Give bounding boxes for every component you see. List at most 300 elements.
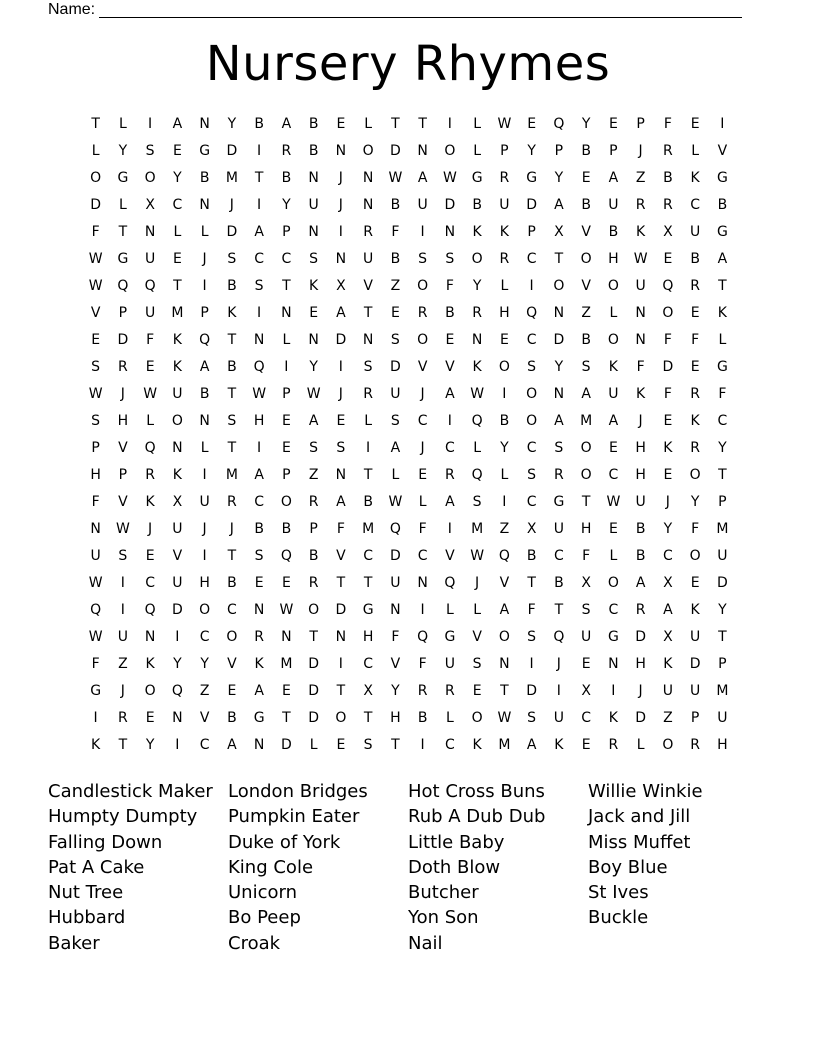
grid-letter[interactable]: C: [417, 413, 428, 429]
grid-letter[interactable]: W: [442, 170, 457, 186]
grid-letter[interactable]: L: [91, 143, 100, 159]
grid-letter[interactable]: B: [390, 197, 401, 213]
grid-letter[interactable]: O: [498, 629, 510, 645]
grid-letter[interactable]: G: [607, 629, 619, 645]
grid-letter[interactable]: V: [90, 305, 101, 321]
grid-letter[interactable]: C: [717, 413, 728, 429]
grid-letter[interactable]: U: [608, 386, 619, 402]
grid-letter[interactable]: T: [718, 278, 727, 294]
grid-letter[interactable]: G: [117, 170, 129, 186]
grid-letter[interactable]: S: [363, 737, 373, 753]
grid-letter[interactable]: R: [145, 467, 155, 483]
grid-letter[interactable]: D: [335, 332, 347, 348]
grid-letter[interactable]: M: [580, 413, 593, 429]
grid-letter[interactable]: Q: [90, 602, 102, 618]
grid-letter[interactable]: K: [472, 359, 482, 375]
grid-letter[interactable]: I: [447, 116, 452, 132]
grid-letter[interactable]: B: [581, 143, 591, 159]
grid-letter[interactable]: K: [172, 467, 182, 483]
grid-letter[interactable]: W: [606, 494, 621, 510]
grid-letter[interactable]: E: [581, 170, 591, 186]
grid-letter[interactable]: O: [662, 305, 674, 321]
grid-letter[interactable]: U: [308, 197, 319, 213]
grid-letter[interactable]: D: [308, 683, 320, 699]
grid-letter[interactable]: S: [91, 359, 101, 375]
grid-letter[interactable]: B: [227, 710, 237, 726]
grid-letter[interactable]: G: [716, 224, 728, 240]
grid-letter[interactable]: N: [253, 737, 265, 753]
grid-letter[interactable]: Y: [309, 359, 318, 375]
grid-letter[interactable]: N: [499, 656, 510, 672]
grid-letter[interactable]: U: [417, 197, 428, 213]
grid-letter[interactable]: F: [663, 332, 672, 348]
grid-letter[interactable]: N: [335, 143, 347, 159]
grid-letter[interactable]: U: [117, 629, 128, 645]
grid-letter[interactable]: J: [229, 521, 234, 537]
grid-letter[interactable]: K: [608, 710, 618, 726]
grid-letter[interactable]: L: [718, 332, 727, 348]
grid-letter[interactable]: O: [607, 278, 619, 294]
grid-letter[interactable]: H: [90, 467, 101, 483]
grid-letter[interactable]: K: [690, 413, 700, 429]
grid-letter[interactable]: C: [145, 575, 156, 591]
grid-letter[interactable]: O: [362, 143, 374, 159]
grid-letter[interactable]: R: [663, 143, 673, 159]
grid-letter[interactable]: Q: [144, 440, 156, 456]
grid-letter[interactable]: I: [338, 224, 343, 240]
grid-letter[interactable]: N: [172, 440, 183, 456]
grid-letter[interactable]: Z: [118, 656, 128, 672]
grid-letter[interactable]: H: [362, 629, 374, 645]
grid-letter[interactable]: C: [608, 602, 619, 618]
grid-letter[interactable]: R: [118, 359, 128, 375]
grid-letter[interactable]: S: [418, 251, 428, 267]
grid-letter[interactable]: F: [391, 224, 400, 240]
grid-letter[interactable]: C: [553, 548, 564, 564]
grid-letter[interactable]: S: [527, 359, 537, 375]
grid-letter[interactable]: C: [444, 737, 455, 753]
grid-letter[interactable]: U: [172, 575, 183, 591]
grid-letter[interactable]: H: [117, 413, 129, 429]
grid-letter[interactable]: A: [199, 359, 210, 375]
grid-letter[interactable]: R: [308, 494, 319, 510]
grid-letter[interactable]: E: [663, 413, 673, 429]
grid-letter[interactable]: N: [253, 332, 265, 348]
grid-letter[interactable]: A: [172, 116, 183, 132]
grid-letter[interactable]: N: [417, 575, 428, 591]
grid-letter[interactable]: Q: [553, 116, 565, 132]
grid-letter[interactable]: T: [500, 683, 509, 699]
grid-letter[interactable]: X: [581, 575, 591, 591]
grid-letter[interactable]: J: [338, 170, 343, 186]
grid-letter[interactable]: R: [499, 170, 510, 186]
name-field[interactable]: [48, 0, 742, 18]
grid-letter[interactable]: N: [281, 629, 292, 645]
grid-letter[interactable]: A: [336, 494, 346, 510]
grid-letter[interactable]: B: [254, 116, 264, 132]
grid-letter[interactable]: B: [227, 278, 237, 294]
grid-letter[interactable]: A: [445, 494, 455, 510]
grid-letter[interactable]: R: [417, 305, 428, 321]
grid-letter[interactable]: U: [145, 305, 156, 321]
grid-letter[interactable]: F: [418, 656, 427, 672]
grid-letter[interactable]: O: [417, 332, 429, 348]
grid-letter[interactable]: J: [148, 521, 153, 537]
grid-letter[interactable]: K: [499, 224, 509, 240]
grid-letter[interactable]: Y: [581, 116, 591, 132]
grid-letter[interactable]: C: [199, 737, 210, 753]
grid-letter[interactable]: F: [663, 386, 672, 402]
grid-letter[interactable]: N: [362, 332, 374, 348]
grid-letter[interactable]: P: [554, 143, 564, 159]
grid-letter[interactable]: D: [117, 332, 129, 348]
grid-letter[interactable]: H: [499, 305, 510, 321]
grid-letter[interactable]: E: [527, 116, 537, 132]
grid-letter[interactable]: L: [364, 413, 373, 429]
grid-letter[interactable]: W: [633, 251, 648, 267]
grid-letter[interactable]: K: [309, 278, 319, 294]
grid-letter[interactable]: P: [309, 521, 318, 537]
grid-letter[interactable]: D: [389, 359, 401, 375]
grid-letter[interactable]: J: [120, 386, 125, 402]
grid-letter[interactable]: Q: [526, 305, 538, 321]
grid-letter[interactable]: T: [227, 548, 237, 564]
grid-letter[interactable]: O: [580, 467, 592, 483]
grid-letter[interactable]: R: [308, 575, 319, 591]
grid-letter[interactable]: N: [199, 413, 210, 429]
grid-letter[interactable]: D: [553, 332, 565, 348]
grid-letter[interactable]: R: [690, 737, 700, 753]
grid-letter[interactable]: T: [282, 278, 291, 294]
grid-letter[interactable]: Q: [199, 332, 211, 348]
grid-letter[interactable]: F: [663, 116, 672, 132]
grid-letter[interactable]: N: [144, 629, 156, 645]
grid-letter[interactable]: E: [281, 413, 291, 429]
grid-letter[interactable]: E: [227, 683, 237, 699]
grid-letter[interactable]: V: [581, 224, 591, 240]
grid-letter[interactable]: I: [257, 143, 262, 159]
grid-letter[interactable]: O: [689, 467, 701, 483]
grid-letter[interactable]: D: [90, 197, 102, 213]
grid-letter[interactable]: O: [226, 629, 238, 645]
grid-letter[interactable]: E: [608, 116, 618, 132]
grid-letter[interactable]: L: [200, 224, 209, 240]
grid-letter[interactable]: D: [389, 143, 401, 159]
grid-letter[interactable]: M: [362, 521, 375, 537]
grid-letter[interactable]: K: [554, 737, 564, 753]
grid-letter[interactable]: W: [88, 251, 103, 267]
grid-letter[interactable]: W: [88, 386, 103, 402]
grid-letter[interactable]: E: [581, 656, 591, 672]
grid-letter[interactable]: L: [473, 116, 482, 132]
grid-letter[interactable]: T: [336, 683, 346, 699]
grid-letter[interactable]: U: [499, 197, 510, 213]
grid-letter[interactable]: R: [663, 197, 673, 213]
grid-letter[interactable]: Q: [498, 548, 510, 564]
grid-letter[interactable]: K: [172, 332, 182, 348]
grid-letter[interactable]: E: [472, 683, 482, 699]
grid-letter[interactable]: I: [556, 683, 561, 699]
grid-letter[interactable]: O: [308, 602, 320, 618]
grid-letter[interactable]: N: [608, 656, 619, 672]
grid-letter[interactable]: K: [254, 656, 264, 672]
grid-letter[interactable]: O: [689, 548, 701, 564]
grid-letter[interactable]: J: [638, 413, 643, 429]
grid-letter[interactable]: L: [473, 602, 482, 618]
grid-letter[interactable]: R: [227, 494, 237, 510]
grid-letter[interactable]: W: [279, 602, 294, 618]
grid-letter[interactable]: N: [471, 332, 483, 348]
grid-letter[interactable]: S: [227, 251, 237, 267]
grid-letter[interactable]: N: [553, 386, 565, 402]
grid-letter[interactable]: U: [717, 710, 728, 726]
grid-letter[interactable]: N: [281, 305, 292, 321]
grid-letter[interactable]: B: [254, 521, 264, 537]
grid-letter[interactable]: E: [281, 683, 291, 699]
grid-letter[interactable]: W: [306, 386, 321, 402]
grid-letter[interactable]: O: [144, 170, 156, 186]
grid-letter[interactable]: C: [526, 332, 537, 348]
grid-letter[interactable]: N: [417, 143, 428, 159]
grid-letter[interactable]: W: [88, 629, 103, 645]
grid-letter[interactable]: C: [417, 548, 428, 564]
grid-letter[interactable]: U: [553, 710, 564, 726]
grid-letter[interactable]: S: [91, 413, 101, 429]
grid-letter[interactable]: T: [718, 629, 727, 645]
grid-letter[interactable]: N: [144, 224, 156, 240]
grid-letter[interactable]: H: [635, 656, 646, 672]
grid-letter[interactable]: S: [363, 359, 373, 375]
grid-letter[interactable]: C: [526, 251, 537, 267]
grid-letter[interactable]: V: [499, 575, 510, 591]
grid-letter[interactable]: E: [690, 305, 700, 321]
grid-letter[interactable]: E: [445, 332, 455, 348]
grid-letter[interactable]: Y: [554, 359, 564, 375]
grid-letter[interactable]: F: [691, 521, 700, 537]
grid-letter[interactable]: U: [90, 548, 101, 564]
grid-letter[interactable]: J: [665, 494, 670, 510]
grid-letter[interactable]: X: [663, 575, 673, 591]
grid-letter[interactable]: A: [554, 413, 564, 429]
grid-letter[interactable]: E: [281, 440, 291, 456]
grid-letter[interactable]: P: [118, 305, 128, 321]
grid-letter[interactable]: B: [635, 548, 646, 564]
grid-letter[interactable]: V: [445, 548, 455, 564]
grid-letter[interactable]: I: [202, 278, 207, 294]
grid-letter[interactable]: O: [335, 710, 347, 726]
grid-letter[interactable]: R: [254, 629, 264, 645]
grid-letter[interactable]: S: [309, 440, 319, 456]
grid-letter[interactable]: I: [257, 305, 262, 321]
grid-letter[interactable]: I: [611, 683, 616, 699]
grid-letter[interactable]: R: [445, 683, 455, 699]
grid-letter[interactable]: G: [199, 143, 211, 159]
grid-letter[interactable]: C: [254, 494, 265, 510]
grid-letter[interactable]: E: [690, 575, 700, 591]
name-blank-line[interactable]: [99, 3, 742, 18]
grid-letter[interactable]: R: [363, 224, 373, 240]
grid-letter[interactable]: J: [638, 683, 643, 699]
grid-letter[interactable]: L: [636, 737, 645, 753]
grid-letter[interactable]: Q: [662, 278, 674, 294]
grid-letter[interactable]: L: [418, 494, 427, 510]
grid-letter[interactable]: X: [581, 683, 591, 699]
grid-letter[interactable]: M: [225, 467, 238, 483]
grid-letter[interactable]: C: [526, 494, 537, 510]
grid-letter[interactable]: C: [690, 197, 701, 213]
grid-letter[interactable]: P: [718, 656, 727, 672]
grid-letter[interactable]: T: [581, 494, 591, 510]
grid-letter[interactable]: E: [336, 737, 346, 753]
grid-letter[interactable]: G: [553, 494, 565, 510]
grid-letter[interactable]: J: [229, 197, 234, 213]
grid-letter[interactable]: S: [445, 251, 455, 267]
grid-letter[interactable]: D: [526, 197, 538, 213]
grid-letter[interactable]: H: [253, 413, 265, 429]
grid-letter[interactable]: R: [690, 440, 700, 456]
grid-letter[interactable]: P: [200, 305, 209, 321]
grid-letter[interactable]: T: [254, 170, 264, 186]
grid-letter[interactable]: W: [388, 494, 403, 510]
grid-letter[interactable]: G: [444, 629, 456, 645]
grid-letter[interactable]: T: [363, 305, 373, 321]
grid-letter[interactable]: F: [91, 656, 100, 672]
grid-letter[interactable]: E: [608, 521, 618, 537]
grid-letter[interactable]: C: [363, 656, 374, 672]
grid-letter[interactable]: F: [391, 629, 400, 645]
grid-letter[interactable]: E: [172, 143, 182, 159]
grid-letter[interactable]: N: [335, 251, 347, 267]
grid-letter[interactable]: Y: [173, 656, 182, 672]
grid-letter[interactable]: A: [663, 602, 673, 618]
grid-letter[interactable]: H: [390, 710, 401, 726]
grid-letter[interactable]: Y: [391, 683, 400, 699]
grid-letter[interactable]: K: [717, 305, 727, 321]
grid-letter[interactable]: C: [281, 251, 292, 267]
grid-letter[interactable]: T: [91, 116, 100, 132]
grid-letter[interactable]: T: [227, 440, 237, 456]
grid-letter[interactable]: S: [145, 143, 155, 159]
grid-letter[interactable]: O: [471, 251, 483, 267]
grid-letter[interactable]: Y: [227, 116, 237, 132]
grid-letter[interactable]: W: [252, 386, 267, 402]
grid-letter[interactable]: R: [690, 278, 700, 294]
grid-letter[interactable]: V: [417, 359, 428, 375]
grid-letter[interactable]: S: [472, 494, 482, 510]
grid-letter[interactable]: Y: [718, 440, 727, 456]
grid-letter[interactable]: L: [118, 197, 127, 213]
grid-letter[interactable]: X: [363, 683, 373, 699]
grid-letter[interactable]: Q: [417, 629, 429, 645]
grid-letter[interactable]: U: [172, 386, 183, 402]
grid-letter[interactable]: K: [145, 656, 155, 672]
grid-letter[interactable]: Q: [253, 359, 265, 375]
grid-letter[interactable]: B: [281, 170, 292, 186]
grid-letter[interactable]: D: [389, 548, 401, 564]
grid-letter[interactable]: A: [254, 683, 264, 699]
grid-letter[interactable]: F: [146, 332, 155, 348]
grid-letter[interactable]: K: [227, 305, 237, 321]
grid-letter[interactable]: D: [635, 629, 647, 645]
grid-letter[interactable]: I: [366, 440, 371, 456]
grid-letter[interactable]: B: [199, 386, 210, 402]
grid-letter[interactable]: V: [445, 359, 455, 375]
grid-letter[interactable]: X: [663, 224, 673, 240]
grid-letter[interactable]: M: [471, 521, 484, 537]
grid-letter[interactable]: B: [308, 143, 319, 159]
grid-letter[interactable]: V: [172, 548, 183, 564]
grid-letter[interactable]: V: [472, 629, 482, 645]
grid-letter[interactable]: O: [607, 332, 619, 348]
grid-letter[interactable]: I: [338, 359, 343, 375]
grid-letter[interactable]: A: [499, 602, 510, 618]
grid-letter[interactable]: N: [172, 710, 183, 726]
grid-letter[interactable]: K: [663, 440, 673, 456]
grid-letter[interactable]: K: [608, 359, 618, 375]
grid-letter[interactable]: N: [362, 197, 374, 213]
grid-letter[interactable]: B: [663, 170, 673, 186]
grid-letter[interactable]: B: [717, 197, 728, 213]
grid-letter[interactable]: Y: [554, 170, 564, 186]
grid-letter[interactable]: P: [118, 467, 128, 483]
grid-letter[interactable]: D: [226, 143, 238, 159]
grid-letter[interactable]: Y: [145, 737, 155, 753]
grid-letter[interactable]: K: [472, 737, 482, 753]
grid-letter[interactable]: T: [391, 116, 400, 132]
grid-letter[interactable]: U: [172, 521, 183, 537]
grid-letter[interactable]: X: [526, 521, 537, 537]
grid-letter[interactable]: F: [582, 548, 591, 564]
grid-letter[interactable]: C: [526, 440, 537, 456]
grid-letter[interactable]: G: [471, 170, 483, 186]
grid-letter[interactable]: I: [202, 548, 207, 564]
grid-letter[interactable]: I: [502, 494, 507, 510]
grid-letter[interactable]: M: [225, 170, 238, 186]
grid-letter[interactable]: Q: [144, 602, 156, 618]
grid-letter[interactable]: W: [497, 116, 512, 132]
grid-letter[interactable]: A: [308, 413, 319, 429]
grid-letter[interactable]: D: [635, 710, 647, 726]
grid-letter[interactable]: B: [363, 494, 373, 510]
grid-letter[interactable]: R: [445, 467, 455, 483]
grid-letter[interactable]: Y: [200, 656, 209, 672]
grid-letter[interactable]: J: [202, 251, 207, 267]
grid-letter[interactable]: A: [445, 386, 455, 402]
grid-letter[interactable]: K: [690, 170, 700, 186]
grid-letter[interactable]: S: [581, 602, 591, 618]
grid-letter[interactable]: B: [445, 305, 455, 321]
grid-letter[interactable]: R: [635, 197, 646, 213]
grid-letter[interactable]: F: [336, 521, 345, 537]
grid-letter[interactable]: T: [118, 737, 128, 753]
grid-letter[interactable]: O: [580, 440, 592, 456]
grid-letter[interactable]: L: [282, 332, 291, 348]
grid-letter[interactable]: R: [635, 602, 646, 618]
grid-letter[interactable]: B: [390, 251, 401, 267]
grid-letter[interactable]: L: [364, 116, 373, 132]
grid-letter[interactable]: T: [363, 710, 373, 726]
grid-letter[interactable]: C: [662, 548, 673, 564]
grid-letter[interactable]: J: [420, 386, 425, 402]
grid-letter[interactable]: F: [636, 359, 645, 375]
grid-letter[interactable]: H: [717, 737, 728, 753]
grid-letter[interactable]: P: [282, 224, 291, 240]
grid-letter[interactable]: N: [635, 332, 646, 348]
grid-letter[interactable]: S: [390, 413, 400, 429]
grid-letter[interactable]: S: [527, 710, 537, 726]
grid-letter[interactable]: J: [338, 197, 343, 213]
grid-letter[interactable]: I: [529, 278, 534, 294]
